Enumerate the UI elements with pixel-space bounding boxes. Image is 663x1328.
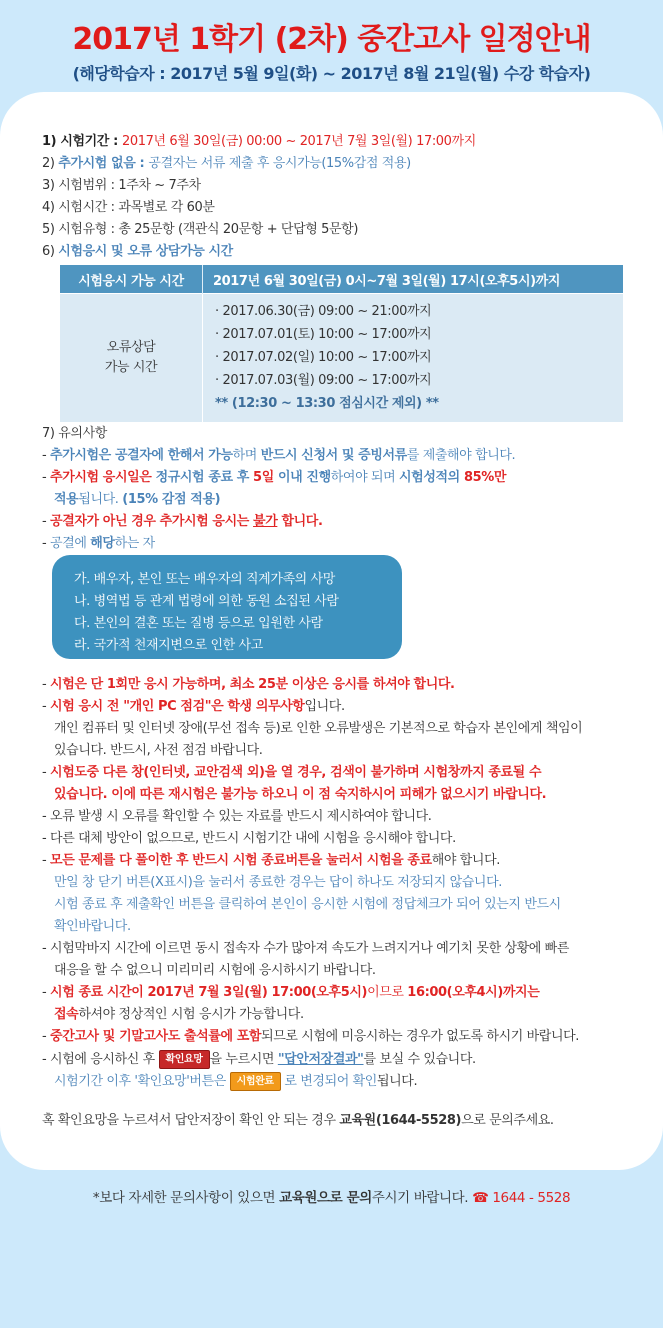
- schedule-time: · 2017.07.02(일) 10:00 ~ 17:00까지: [215, 350, 432, 365]
- rule-text: 접속: [54, 1007, 79, 1022]
- exam-complete-button[interactable]: 시험완료: [230, 1072, 281, 1091]
- rule-text: 로 변경되어 확인: [280, 1074, 377, 1089]
- schedule-lunch-note: ** (12:30 ~ 13:30 점심시간 제외) **: [215, 396, 439, 411]
- schedule-header-value: 2017년 6월 30일(금) 0시~7월 3일(월) 17시(오후5시)까지: [203, 265, 624, 294]
- notice-text: (15% 감점 적용): [122, 492, 221, 507]
- rule-line: - 시험 응시 전 "개인 PC 점검"은 학생 의무사항입니다.: [42, 699, 345, 714]
- notice-text: 공결에: [50, 536, 91, 551]
- rule-line: 확인바랍니다.: [54, 919, 131, 934]
- notice-text: 추가시험은 공결자에 한해서 가능: [50, 448, 233, 463]
- rule-line: - 중간고사 및 기말고사도 출석률에 포함되므로 시험에 미응시하는 경우가 없도록 하시기 바랍니다.: [42, 1029, 579, 1044]
- rule-text: 16:00(오후4시)까지는: [407, 985, 540, 1000]
- page-subtitle: (해당학습자 : 2017년 5월 9일(화) ~ 2017년 8월 21일(월) 수강 학습자): [72, 64, 591, 83]
- contact-text: 혹 확인요망을 누르셔서 답안저장이 확인 안 되는 경우: [42, 1113, 340, 1128]
- reason-item: 나. 병역법 등 관계 법령에 의한 동원 소집된 사람: [74, 594, 339, 609]
- rule-text: 해야 합니다.: [431, 853, 500, 868]
- rule-line: - 시험 종료 시간이 2017년 7월 3일(월) 17:00(오후5시)이므로 16:00(오후4시)까지는: [42, 985, 540, 1000]
- item-exam-type: 5) 시험유형 : 총 25문항 (객관식 20문항 + 단답형 5문항): [42, 222, 358, 237]
- item-exam-time: 4) 시험시간 : 과목별로 각 60분: [42, 200, 215, 215]
- rule-text: 시험에 응시하신 후: [50, 1052, 159, 1067]
- footer-note: [0, 1186, 663, 1206]
- phone-number: ☎ 1644 - 5528: [472, 1190, 571, 1206]
- schedule-time: · 2017.07.03(월) 09:00 ~ 17:00까지: [215, 373, 432, 388]
- schedule-header-row: [60, 265, 623, 294]
- rule-text: 오류 발생 시 오류를 확인할 수 있는 자료를 반드시 제시하여야 합니다.: [50, 809, 432, 824]
- rule-text: 을 누르시면: [209, 1052, 278, 1067]
- notice-text: 시험성적의: [399, 470, 464, 485]
- rule-line: - 시험에 응시하신 후 확인요망 을 누르시면 "답안저장결과"를 보실 수 있습니다.: [42, 1052, 476, 1067]
- rule-line: - 오류 발생 시 오류를 확인할 수 있는 자료를 반드시 제시하여야 합니다.: [42, 809, 432, 824]
- notice-text: 해당: [90, 536, 115, 551]
- item-label: 1) 시험기간 :: [42, 134, 122, 149]
- notice-line: - 추가시험 응시일은 정규시험 종료 후 5일 이내 진행하여야 되며 시험성적의 85%만: [42, 470, 507, 485]
- rule-text: 시험도중 다른 창(인터넷, 교안검색 외)을 열 경우, 검색이 불가하며 시험창까지 종료될 수: [50, 765, 542, 780]
- notice-text: 추가시험 응시일은: [50, 470, 156, 485]
- rule-line: - 시험은 단 1회만 응시 가능하며, 최소 25분 이상은 응시를 하셔야 합니다.: [42, 677, 455, 692]
- confirm-required-button[interactable]: 확인요망: [159, 1050, 210, 1069]
- rule-text: 있습니다. 이에 따른 재시험은 불가능 하오니 이 점 숙지하시어 피해가 없으시기 바랍니다.: [54, 787, 547, 802]
- rule-text: 시험막바지 시간에 이르면 동시 접속자 수가 많아져 속도가 느려지거나 예기치 못한 상황에 빠른: [50, 941, 569, 956]
- item-label: 시험응시 및 오류 상담가능 시간: [58, 244, 233, 259]
- excuse-reasons-box: [52, 555, 402, 659]
- notice-line: [54, 491, 220, 509]
- rule-line: - 시험도중 다른 창(인터넷, 교안검색 외)을 열 경우, 검색이 불가하며 시험창까지 종료될 수: [42, 765, 542, 780]
- schedule-table: [60, 265, 623, 422]
- rule-text: 중간고사 및 기말고사도 출석률에 포함: [50, 1029, 262, 1044]
- item-value: 2017년 6월 30일(금) 00:00 ~ 2017년 7월 3일(월) 17:00까지: [122, 134, 476, 149]
- rule-text: 모든 문제를 다 풀이한 후 반드시 시험 종료버튼을 눌러서 시험을 종료: [50, 853, 432, 868]
- reason-item: 다. 본인의 결혼 또는 질병 등으로 입원한 사람: [74, 616, 323, 631]
- rule-text: 되므로 시험에 미응시하는 경우가 없도록 하시기 바랍니다.: [261, 1029, 579, 1044]
- rule-text: 이므로: [367, 985, 408, 1000]
- contact-text: 교육원(1644-5528): [339, 1113, 462, 1128]
- notice-text: 됩니다.: [78, 492, 123, 507]
- notice-line: - 공결에 해당하는 자: [42, 536, 155, 551]
- contact-text: 으로 문의주세요.: [461, 1113, 554, 1128]
- rule-text: 시험기간 이후 '확인요망'버튼은: [54, 1074, 230, 1089]
- schedule-consult-row: [60, 294, 623, 423]
- schedule-row-times: [203, 294, 624, 423]
- rule-line: [54, 1072, 417, 1091]
- item-number: 6): [42, 244, 59, 259]
- item-exam-range: 3) 시험범위 : 1주차 ~ 7주차: [42, 178, 201, 193]
- notice-text: 합니다.: [277, 514, 323, 529]
- item-consult-time: [42, 243, 233, 261]
- notice-text: 하며: [232, 448, 261, 463]
- rule-text: 시험은 단 1회만 응시 가능하며, 최소 25분 이상은 응시를 하셔야 합니다.: [50, 677, 455, 692]
- footer-text: 교육원으로 문의: [279, 1190, 372, 1206]
- rule-text: 됩니다.: [376, 1074, 418, 1089]
- rule-text: 시험 응시 전 "개인 PC 점검"은 학생 의무사항: [50, 699, 305, 714]
- rule-line: - 다른 대체 방안이 없으므로, 반드시 시험기간 내에 시험을 응시해야 합니다.: [42, 831, 456, 846]
- page-title: 2017년 1학기 (2차) 중간고사 일정안내: [72, 22, 591, 57]
- contact-line: [42, 1112, 554, 1130]
- notice-title: 7) 유의사항: [42, 426, 107, 441]
- page-header: [0, 0, 663, 92]
- rule-line: - 모든 문제를 다 풀이한 후 반드시 시험 종료버튼을 눌러서 시험을 종료해야 합니다.: [42, 853, 500, 868]
- rule-line: 대응을 할 수 없으니 미리미리 시험에 응시하시기 바랍니다.: [54, 963, 376, 978]
- rule-line: 만일 창 닫기 버튼(X표시)을 눌러서 종료한 경우는 답이 하나도 저장되지 않습니다.: [54, 875, 502, 890]
- item-value: 공결자는 서류 제출 후 응시가능(15%감점 적용): [148, 156, 411, 171]
- footer-text: 주시기 바랍니다.: [371, 1190, 473, 1206]
- notice-text: 정규시험 종료 후: [155, 470, 254, 485]
- rule-line: [54, 1006, 304, 1024]
- rule-line: 개인 컴퓨터 및 인터넷 장애(무선 접속 등)로 인한 오류발생은 기본적으로 학습자 본인에게 책임이: [54, 721, 583, 736]
- notice-text: 하는 자: [114, 536, 155, 551]
- notice-text: 를 제출해야 합니다.: [406, 448, 516, 463]
- rule-text: 다른 대체 방안이 없으므로, 반드시 시험기간 내에 시험을 응시해야 합니다.: [50, 831, 456, 846]
- rule-line: 있습니다. 반드시, 사전 점검 바랍니다.: [54, 743, 263, 758]
- rule-text: "답안저장결과": [277, 1052, 364, 1067]
- schedule-row-label: [60, 294, 203, 423]
- rule-text: 시험 종료 시간이 2017년 7월 3일(월) 17:00(오후5시): [50, 985, 368, 1000]
- rule-line: [54, 786, 546, 804]
- rule-line: - 시험막바지 시간에 이르면 동시 접속자 수가 많아져 속도가 느려지거나 예기치 못한 상황에 빠른: [42, 941, 569, 956]
- rule-line: 시험 종료 후 제출확인 버튼을 클릭하여 본인이 응시한 시험에 정답체크가 되어 있는지 반드시: [54, 897, 561, 912]
- notice-text: 불가: [253, 514, 278, 529]
- notice-text: 반드시 신청서 및 증빙서류: [260, 448, 407, 463]
- notice-text: 하여야 되며: [330, 470, 400, 485]
- item-number: 2): [42, 156, 59, 171]
- footer-text: *보다 자세한 문의사항이 있으면: [92, 1190, 280, 1206]
- rule-text: 를 보실 수 있습니다.: [363, 1052, 476, 1067]
- rule-text: 하셔야 정상적인 시험 응시가 가능합니다.: [78, 1007, 304, 1022]
- schedule-time: · 2017.06.30(금) 09:00 ~ 21:00까지: [215, 304, 432, 319]
- item-extra-exam: [42, 155, 411, 173]
- notice-text: 85%만: [463, 470, 507, 485]
- reason-item: 가. 배우자, 본인 또는 배우자의 직계가족의 사망: [74, 572, 335, 587]
- rule-text: 입니다.: [304, 699, 345, 714]
- schedule-row-label-line: 가능 시간: [104, 360, 158, 375]
- item-exam-period: [42, 133, 476, 151]
- notice-text: 적용: [54, 492, 79, 507]
- notice-text: 공결자가 아닌 경우 추가시험 응시는: [50, 514, 254, 529]
- notice-text: 이내 진행: [273, 470, 331, 485]
- item-label: 추가시험 없음 :: [58, 156, 149, 171]
- schedule-header-label: 시험응시 가능 시간: [60, 265, 203, 294]
- reason-item: 라. 국가적 천재지변으로 인한 사고: [74, 638, 263, 653]
- notice-text: 5일: [253, 470, 274, 485]
- schedule-row-label-line: 오류상담: [106, 340, 156, 355]
- notice-line: - 추가시험은 공결자에 한해서 가능하며 반드시 신청서 및 증빙서류를 제출해야 합니다.: [42, 448, 516, 463]
- notice-line: - 공결자가 아닌 경우 추가시험 응시는 불가 합니다.: [42, 514, 323, 529]
- schedule-time: · 2017.07.01(토) 10:00 ~ 17:00까지: [215, 327, 432, 342]
